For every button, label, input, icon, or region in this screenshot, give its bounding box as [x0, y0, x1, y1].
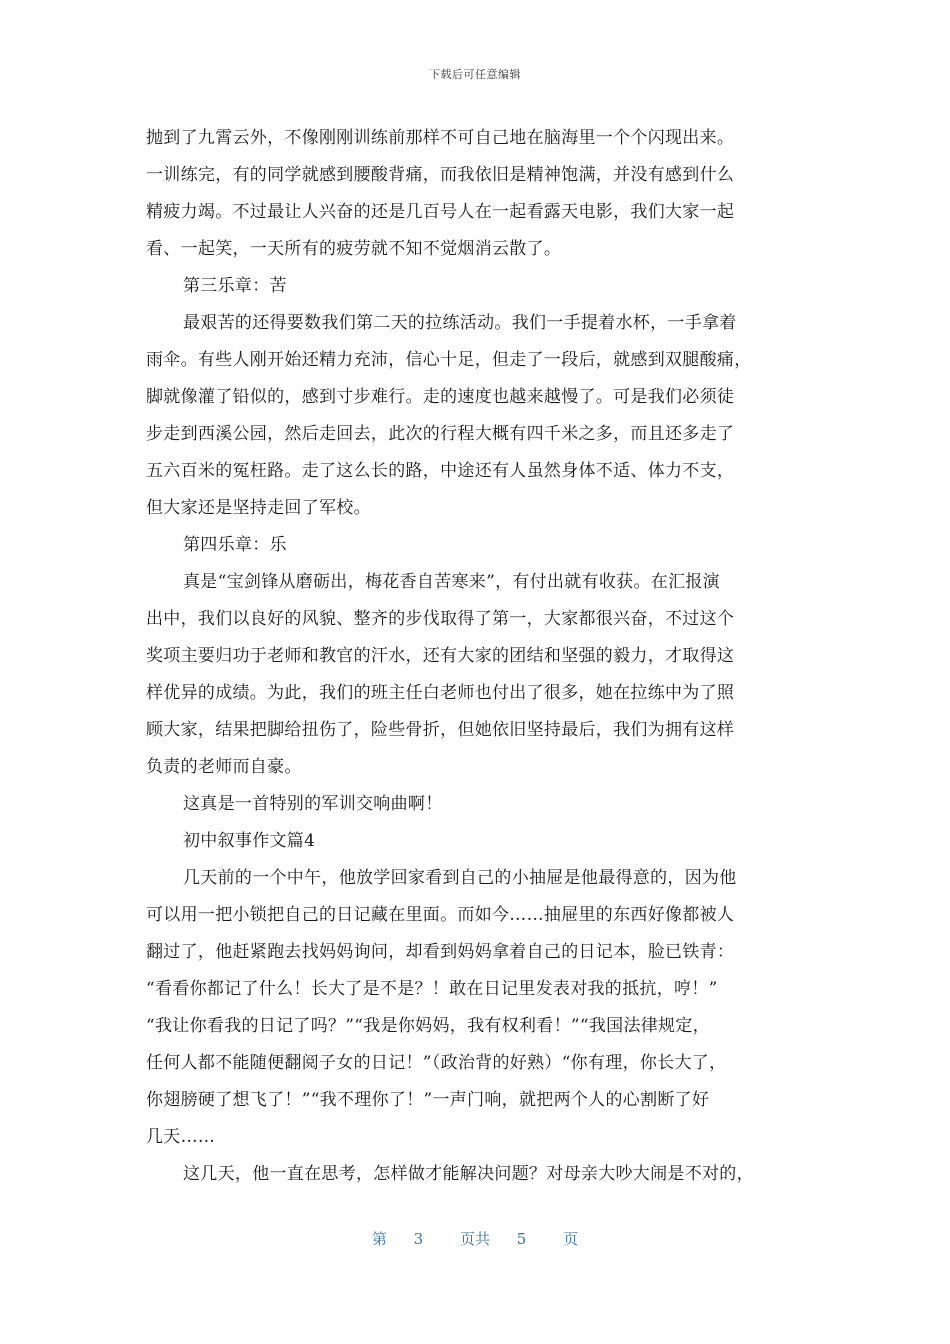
- text-line: “我让你看我的日记了吗？”“我是你妈妈，我有权利看！”“我国法律规定，: [146, 1016, 710, 1036]
- text-line: 几天……: [146, 1127, 216, 1147]
- text-line: 看、一起笑，一天所有的疲劳就不知不觉烟消云散了。: [146, 239, 562, 259]
- text-line: “看看你都记了什么！长大了是不是？！敢在日记里发表对我的抵抗，哼！”: [146, 979, 718, 999]
- text-line: 五六百米的冤枉路。走了这么长的路，中途还有人虽然身体不适、体力不支，: [146, 461, 735, 481]
- text-line: 这几天，他一直在思考，怎样做才能解决问题？对母亲大吵大闹是不对的，: [183, 1164, 754, 1184]
- text-line: 出中，我们以良好的风貌、整齐的步伐取得了第一，大家都很兴奋，不过这个: [146, 609, 735, 629]
- page-header: 下载后可任意编辑: [429, 68, 521, 81]
- text-line: 抛到了九霄云外，不像刚刚训练前那样不可自己地在脑海里一个个闪现出来。: [146, 128, 735, 148]
- page-footer: [0, 1228, 950, 1249]
- page-label-middle: 页共: [459, 1230, 490, 1248]
- text-line: 几天前的一个中午，他放学回家看到自己的小抽屉是他最得意的，因为他: [183, 868, 737, 888]
- page-number-total: 5: [516, 1230, 527, 1248]
- page-label-suffix: 页: [563, 1230, 579, 1248]
- text-line: 雨伞。有些人刚开始还精力充沛，信心十足，但走了一段后，就感到双腿酸痛，: [146, 350, 752, 370]
- text-line: 你翅膀硬了想飞了！”“我不理你了！”一声门响，就把两个人的心割断了好: [146, 1090, 710, 1110]
- section-heading: 第四乐章：乐: [183, 535, 287, 555]
- text-line: 这真是一首特别的军训交响曲啊！: [183, 794, 443, 814]
- text-line: 真是“宝剑锋从磨砺出，梅花香自苦寒来”，有付出就有收获。在汇报演: [183, 572, 720, 592]
- text-line: 最艰苦的还得要数我们第二天的拉练活动。我们一手提着水杯，一手拿着: [183, 313, 737, 333]
- text-line: 可以用一把小锁把自己的日记藏在里面。而如今……抽屉里的东西好像都被人: [146, 905, 735, 925]
- text-line: 脚就像灌了铅似的，感到寸步难行。走的速度也越来越慢了。可是我们必须徒: [146, 387, 735, 407]
- text-line: 精疲力竭。不过最让人兴奋的还是几百号人在一起看露天电影，我们大家一起: [146, 202, 735, 222]
- page-label-prefix: 第: [371, 1230, 387, 1248]
- article-title: 初中叙事作文篇4: [183, 831, 316, 851]
- document-body: [146, 120, 806, 1193]
- text-line: 一训练完，有的同学就感到腰酸背痛，而我依旧是精神饱满，并没有感到什么: [146, 165, 735, 185]
- text-line: 奖项主要归功于老师和教官的汗水，还有大家的团结和坚强的毅力，才取得这: [146, 646, 735, 666]
- text-line: 步走到西溪公园，然后走回去，此次的行程大概有四千米之多，而且还多走了: [146, 424, 735, 444]
- text-line: 但大家还是坚持走回了军校。: [146, 498, 371, 518]
- text-line: 样优异的成绩。为此，我们的班主任白老师也付出了很多，她在拉练中为了照: [146, 683, 735, 703]
- text-line: 顾大家，结果把脚给扭伤了，险些骨折，但她依旧坚持最后，我们为拥有这样: [146, 720, 735, 740]
- text-line: 负责的老师而自豪。: [146, 757, 302, 777]
- text-line: 任何人都不能随便翻阅子女的日记！”（政治背的好熟）“你有理，你长大了，: [146, 1053, 727, 1073]
- section-heading: 第三乐章：苦: [183, 276, 287, 296]
- page-number-current: 3: [413, 1230, 424, 1248]
- text-line: 翻过了，他赶紧跑去找妈妈询问，却看到妈妈拿着自己的日记本，脸已铁青：: [146, 942, 735, 962]
